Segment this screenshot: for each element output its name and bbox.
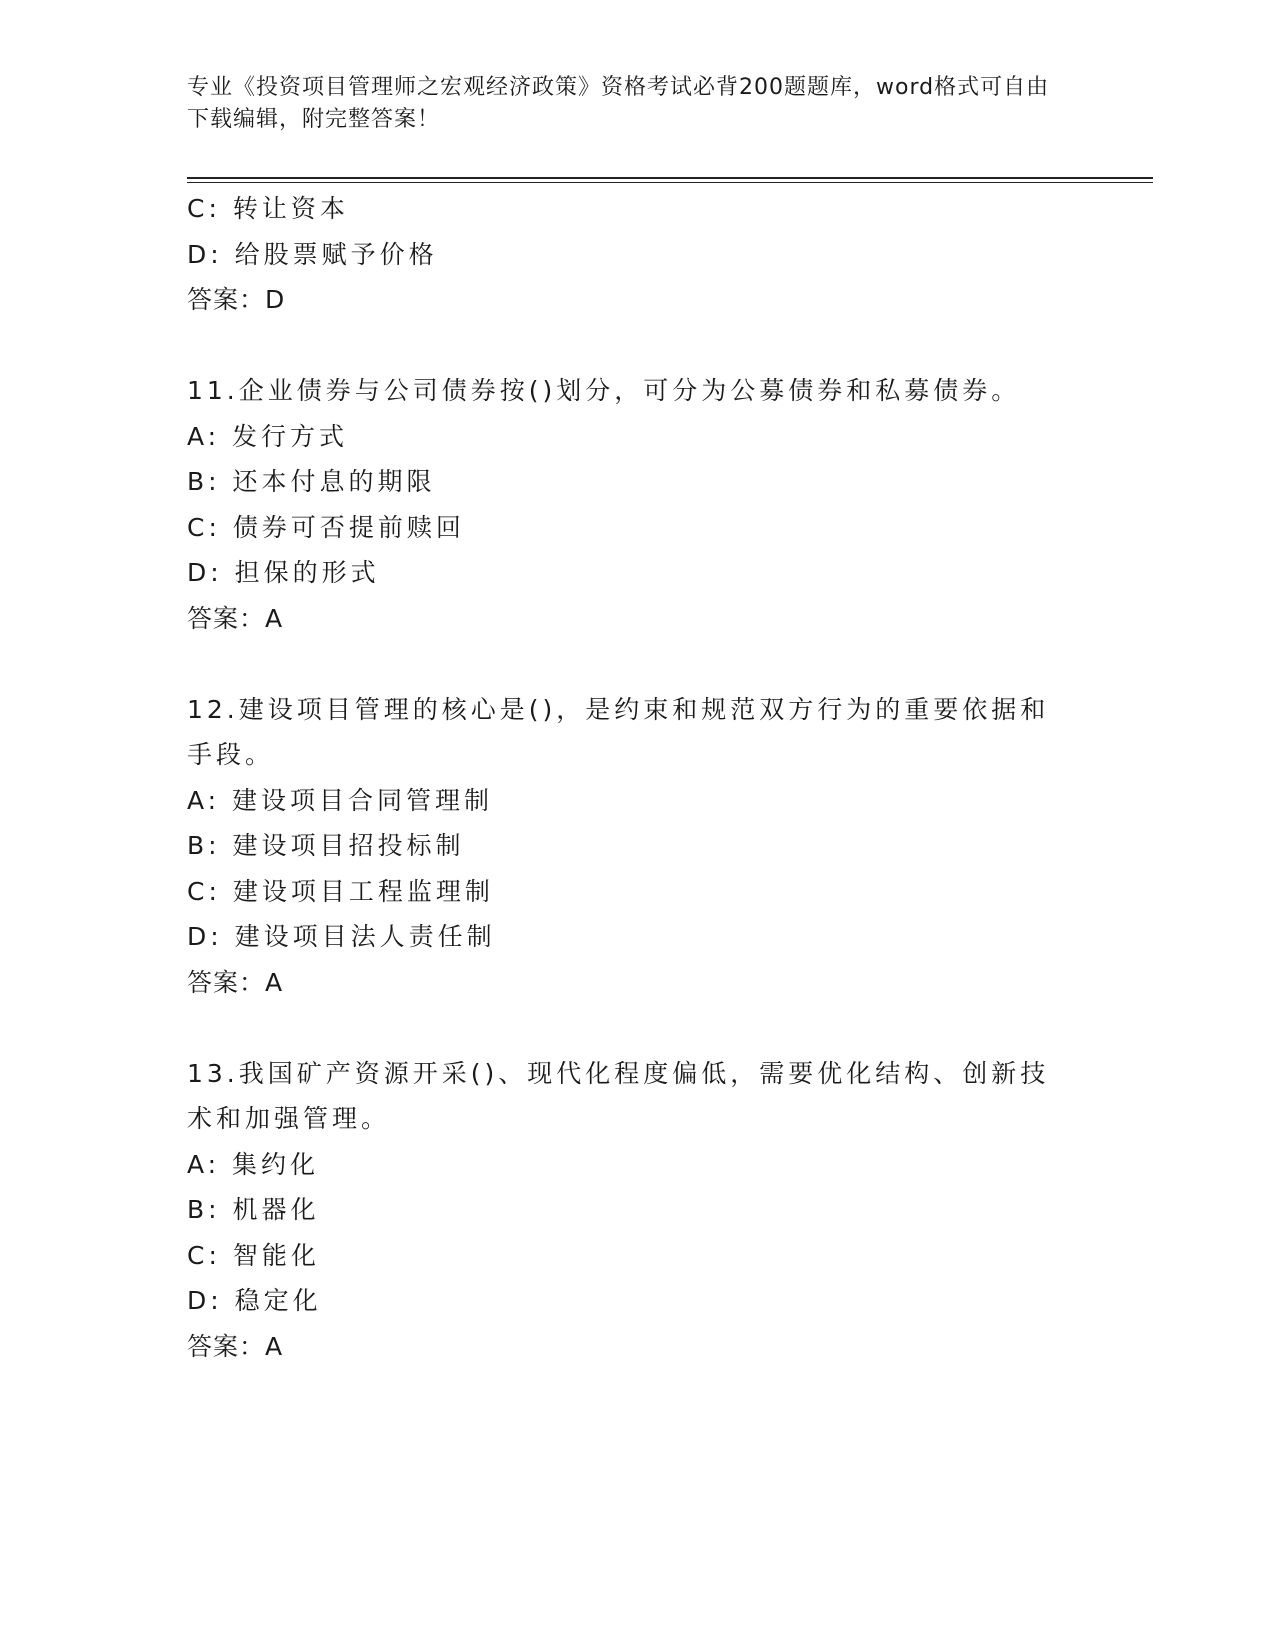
option-a: A: 集约化 bbox=[187, 1149, 320, 1179]
option-a: A: 发行方式 bbox=[187, 421, 349, 451]
option-d: D: 给股票赋予价格 bbox=[187, 239, 438, 269]
option-a: A: 建设项目合同管理制 bbox=[187, 785, 494, 815]
option-d: D: 稳定化 bbox=[187, 1286, 322, 1315]
spacer bbox=[187, 1005, 1087, 1051]
option-d: D: 担保的形式 bbox=[187, 558, 380, 587]
page-header: 专业《投资项目管理师之宏观经济政策》资格考试必背200题题库，word格式可自由下载编辑，附完整答案！ bbox=[187, 75, 1050, 132]
answer-line: 答案：D bbox=[187, 285, 286, 314]
question-list bbox=[187, 186, 1087, 1369]
spacer bbox=[187, 323, 1087, 369]
spacer bbox=[187, 641, 1087, 687]
question-stem: 11.企业债券与公司债券按()划分，可分为公募债券和私募债券。 bbox=[187, 376, 1021, 405]
option-c: C: 智能化 bbox=[187, 1240, 320, 1270]
option-c: C: 债券可否提前赎回 bbox=[187, 512, 465, 542]
header-rule-thick bbox=[187, 177, 1153, 179]
question-stem: 13.我国矿产资源开采()、现代化程度偏低，需要优化结构、创新技术和加强管理。 bbox=[187, 1058, 1050, 1133]
option-c: C: 建设项目工程监理制 bbox=[187, 876, 494, 906]
option-b: B: 还本付息的期限 bbox=[187, 467, 436, 496]
option-d: D: 建设项目法人责任制 bbox=[187, 922, 496, 951]
option-c: C: 转让资本 bbox=[187, 194, 349, 223]
answer-line: 答案：A bbox=[187, 603, 284, 633]
option-b: B: 建设项目招投标制 bbox=[187, 831, 465, 860]
answer-line: 答案：A bbox=[187, 1331, 284, 1361]
header-rule-thin bbox=[187, 182, 1153, 183]
option-b: B: 机器化 bbox=[187, 1195, 320, 1224]
question-block-12 bbox=[187, 687, 1087, 1006]
question-block-11 bbox=[187, 368, 1087, 641]
answer-line: 答案：A bbox=[187, 967, 284, 997]
question-block-13 bbox=[187, 1051, 1087, 1370]
question-stem: 12.建设项目管理的核心是()，是约束和规范双方行为的重要依据和手段。 bbox=[187, 694, 1050, 769]
question-block-10-continued bbox=[187, 186, 1087, 323]
